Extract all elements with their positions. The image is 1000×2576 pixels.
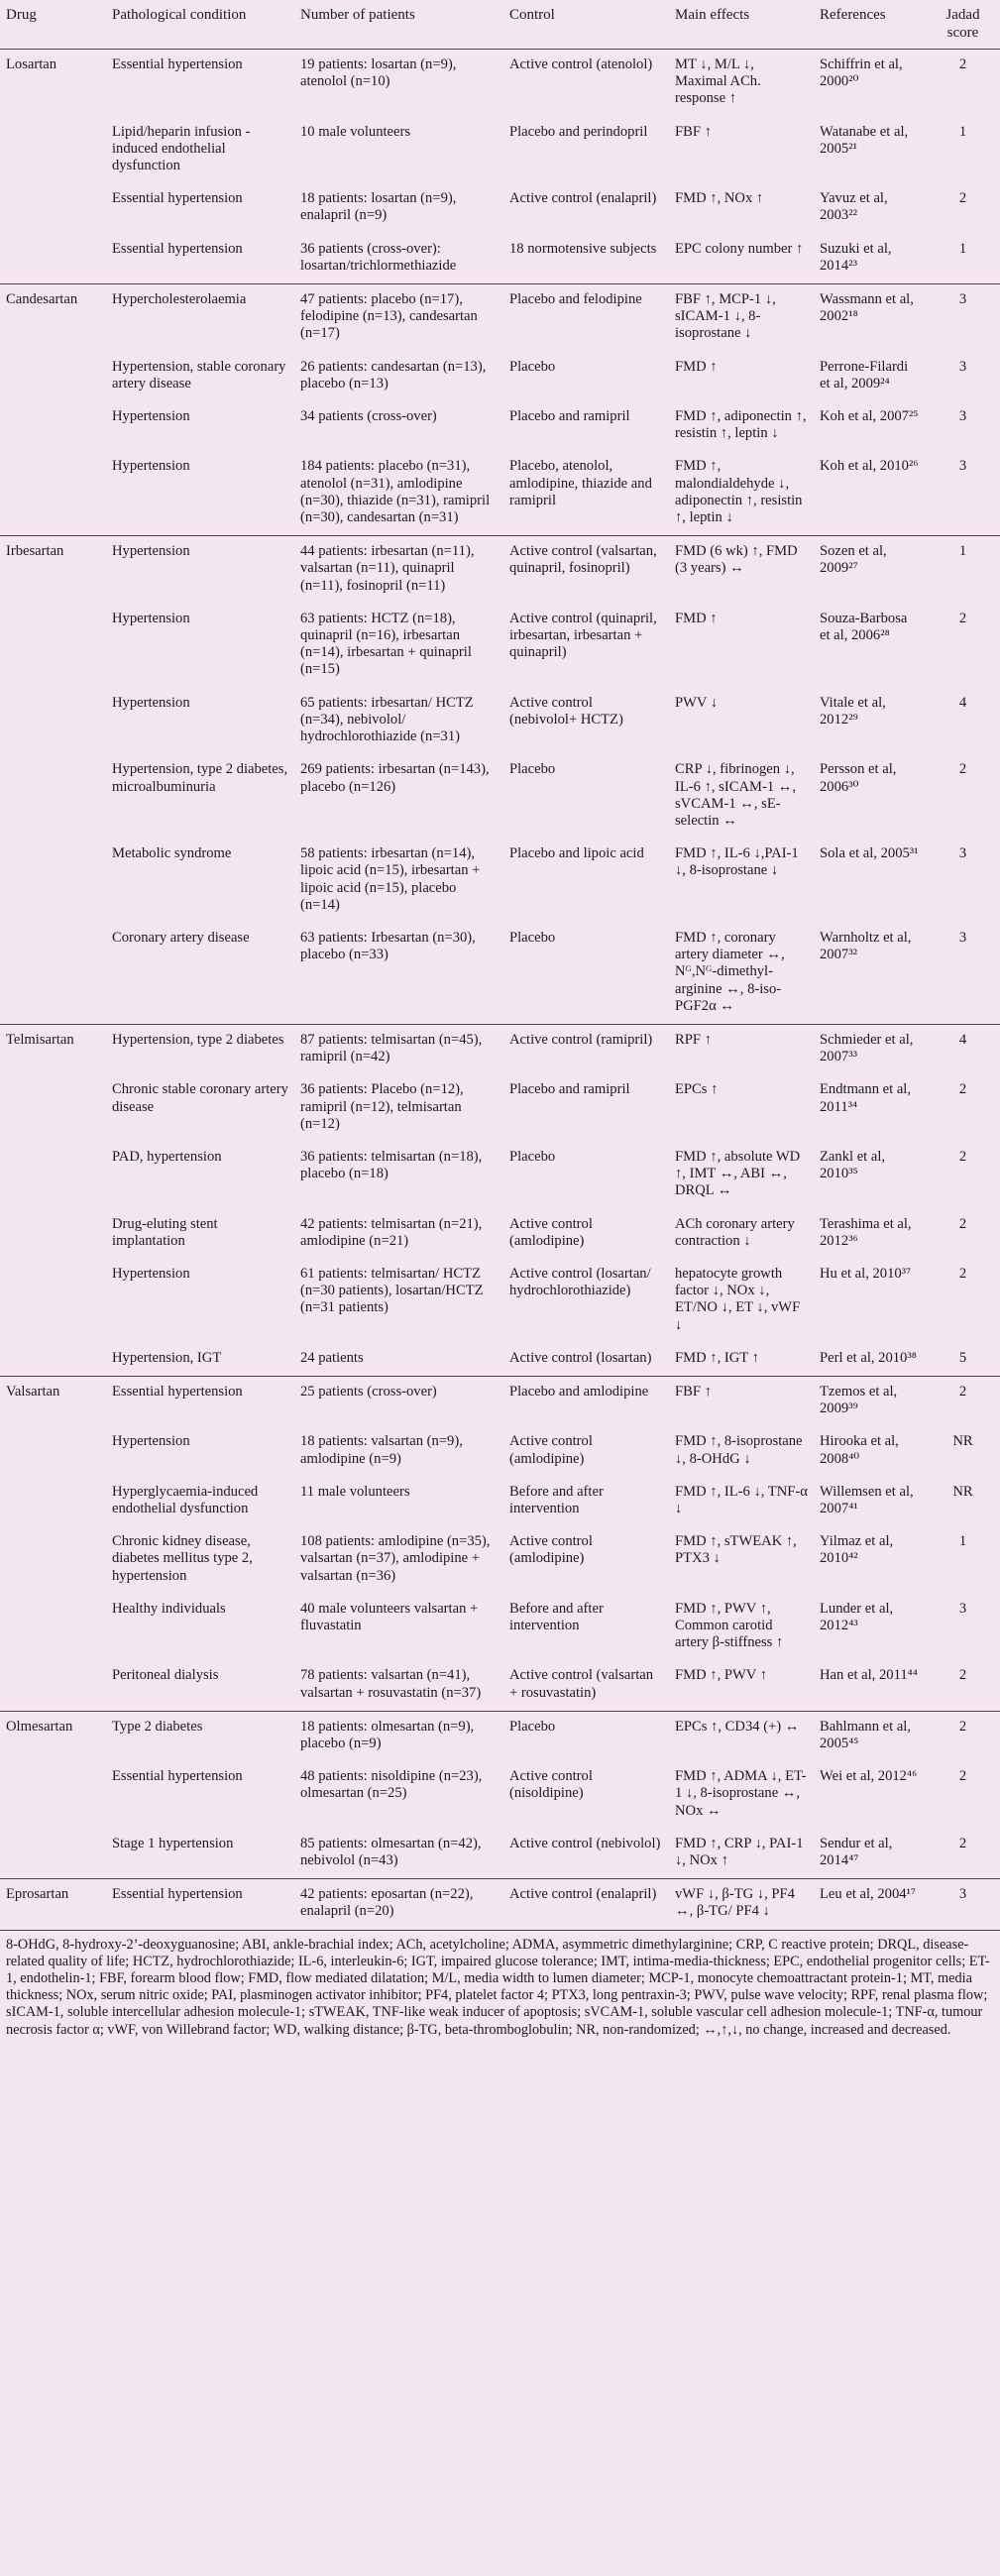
cell-patients: 58 patients: irbesartan (n=14), lipoic acid (n=15), irbesartan + lipoic acid (n=15), placebo (n=14) [300, 845, 481, 913]
cell-references: Wassmann et al, 2002¹⁸ [814, 284, 926, 352]
cell-effects: FMD ↑, adiponectin ↑, resistin ↑, leptin ↓ [675, 408, 807, 442]
cell-control: Active control (valsartan + rosuvastatin) [509, 1667, 654, 1701]
cell-effects: EPCs ↑ [675, 1081, 719, 1098]
cell-patients: 269 patients: irbesartan (n=143), placebo (n=126) [300, 761, 490, 795]
cell-control: Active control (nisoldipine) [509, 1768, 593, 1802]
cell-effects: FMD ↑, ADMA ↓, ET-1 ↓, 8-isoprostane ↔, NOx ↔ [675, 1768, 807, 1819]
cell-effects: FMD ↑, CRP ↓, PAI-1 ↓, NOx ↑ [675, 1835, 804, 1869]
cell-jadad: 3 [958, 1600, 967, 1617]
cell-drug: Valsartan [0, 1376, 106, 1426]
cell-control: Placebo and perindopril [509, 123, 648, 140]
table-row [0, 1594, 1000, 1661]
cell-condition: Essential hypertension [106, 1879, 294, 1930]
cell-condition: Essential hypertension [112, 56, 243, 72]
cell-drug: Irbesartan [0, 536, 106, 604]
cell-patients: 184 patients: placebo (n=31), atenolol (n=31), amlodipine (n=30), thiazide (n=31), ramipril (n=30), candesartan (n=31) [300, 458, 491, 526]
cell-drug [0, 117, 106, 184]
cell-references: Persson et al, 2006³⁰ [820, 761, 897, 795]
cell-effects: EPC colony number ↑ [675, 240, 804, 257]
table-row [0, 1343, 1000, 1377]
cell-patients: 19 patients: losartan (n=9), atenolol (n=10) [300, 56, 457, 90]
header-patients: Number of patients [294, 0, 503, 50]
cell-patients: 40 male volunteers valsartan + fluvastatin [300, 1600, 479, 1634]
table-row [0, 401, 1000, 451]
cell-patients: 18 patients: losartan (n=9), enalapril (n=9) [300, 190, 457, 224]
table-row [0, 1526, 1000, 1594]
cell-patients: 25 patients (cross-over) [294, 1376, 503, 1426]
cell-patients: 18 patients: valsartan (n=9), amlodipine (n=9) [300, 1433, 463, 1467]
cell-condition: Type 2 diabetes [106, 1711, 294, 1761]
cell-patients: 63 patients: Irbesartan (n=30), placebo (n=33) [300, 929, 476, 963]
cell-condition: Essential hypertension [112, 190, 243, 207]
cell-control: Active control (amlodipine) [509, 1215, 593, 1249]
cell-drug [0, 688, 106, 755]
cell-patients: 65 patients: irbesartan/ HCTZ (n=34), nebivolol/ hydrochlorothiazide (n=31) [300, 694, 474, 745]
table-row [0, 1259, 1000, 1343]
cell-control: Active control (nebivolol) [509, 1835, 661, 1851]
cell-jadad: 2 [958, 190, 967, 207]
table-row [0, 1829, 1000, 1879]
cell-condition: Lipid/heparin infusion - induced endothelial dysfunction [112, 123, 251, 174]
cell-patients: 42 patients: eposartan (n=22), enalapril (n=20) [294, 1879, 503, 1930]
cell-jadad: 1 [958, 1533, 967, 1550]
cell-jadad: 2 [926, 1711, 1000, 1761]
table-row [0, 1376, 1000, 1426]
table-row [0, 1477, 1000, 1526]
cell-jadad: 2 [958, 1667, 967, 1684]
cell-patients: 44 patients: irbesartan (n=11), valsartan (n=11), quinapril (n=11), fosinopril (n=11) [294, 536, 503, 604]
table-row [0, 1209, 1000, 1259]
cell-drug [0, 1209, 106, 1259]
table-row [0, 923, 1000, 1025]
cell-condition: Chronic kidney disease, diabetes mellitus type 2, hypertension [112, 1533, 253, 1584]
cell-condition: Essential hypertension [106, 1376, 294, 1426]
cell-condition: Hypertension [106, 536, 294, 604]
header-jadad: Jadad score [926, 0, 1000, 50]
cell-references: Lunder et al, 2012⁴³ [820, 1600, 894, 1634]
cell-drug [0, 1660, 106, 1711]
cell-control: 18 normotensive subjects [509, 240, 657, 257]
cell-drug [0, 1477, 106, 1526]
cell-control: Active control (enalapril) [503, 1879, 669, 1930]
cell-jadad: 3 [958, 458, 967, 475]
cell-references: Han et al, 2011⁴⁴ [820, 1667, 918, 1684]
table-row [0, 352, 1000, 401]
table-header [0, 0, 1000, 50]
cell-control: Placebo [509, 358, 556, 375]
cell-effects: FMD ↑, PWV ↑, Common carotid artery β-stiffness ↑ [675, 1600, 784, 1651]
cell-drug [0, 1426, 106, 1476]
cell-effects: FMD ↑, 8-isoprostane ↓, 8-OHdG ↓ [675, 1433, 803, 1467]
cell-control: Placebo [509, 1148, 556, 1165]
cell-drug [0, 451, 106, 535]
cell-jadad: 5 [958, 1349, 967, 1366]
cell-jadad: 1 [926, 536, 1000, 604]
cell-patients: 42 patients: telmisartan (n=21), amlodipine (n=21) [300, 1215, 483, 1249]
cell-effects: FBF ↑ [669, 1376, 814, 1426]
cell-control: Placebo and lipoic acid [509, 845, 644, 862]
cell-drug: Eprosartan [0, 1879, 106, 1930]
cell-jadad: 3 [958, 929, 967, 946]
cell-patients: 24 patients [300, 1349, 364, 1366]
cell-patients: 63 patients: HCTZ (n=18), quinapril (n=16), irbesartan (n=14), irbesartan + quinapril (n=15) [300, 610, 472, 678]
cell-jadad: 2 [958, 1148, 967, 1165]
cell-patients: 26 patients: candesartan (n=13), placebo (n=13) [300, 358, 487, 392]
cell-drug: Olmesartan [0, 1711, 106, 1761]
cell-control: Active control (atenolol) [509, 56, 653, 72]
cell-jadad: 2 [958, 1768, 967, 1785]
cell-control: Placebo [509, 761, 556, 778]
table-row [0, 1074, 1000, 1142]
cell-control: Active control (quinapril, irbesartan, irbesartan + quinapril) [509, 610, 657, 661]
cell-references: Schmieder et al, 2007³³ [814, 1024, 926, 1074]
cell-patients: 10 male volunteers [300, 123, 411, 140]
cell-jadad: 2 [958, 1081, 967, 1098]
cell-references: Warnholtz et al, 2007³² [820, 929, 912, 963]
cell-jadad: NR [952, 1433, 973, 1450]
cell-references: Schiffrin et al, 2000²⁰ [820, 56, 903, 90]
cell-control: Active control (ramipril) [503, 1024, 669, 1074]
cell-patients: 48 patients: nisoldipine (n=23), olmesartan (n=25) [300, 1768, 483, 1802]
cell-jadad: 2 [958, 56, 967, 72]
cell-condition: Coronary artery disease [112, 929, 250, 946]
table-row [0, 1711, 1000, 1761]
abbreviations-footnote: 8-OHdG, 8-hydroxy-2’-deoxyguanosine; ABI, ankle-brachial index; ACh, acetylcholine; ADMA, asymmetric dimethylarginine; CRP, C reactive protein; DRQL, disease-related quality of life; HCTZ, hydrochlorothiazide; IL-6, interleukin-6; IGT, impaired glucose tolerance; IMT, intima-media-thickness; EPC, endothelial progenitor cells; ET-1, endothelin-1; FBF, forearm blood flow; FMD, flow mediated dilatation; M/L, media width to lumen diameter; MCP-1, monocyte chemoattractant protein-1; MT, media thickness; NOx, serum nitric oxide; PAI, plasminogen activator inhibitor; PF4, platelet factor 4; PTX3, long pentraxin-3; PWV, pulse wave velocity; RPF, renal plasma flow; sICAM-1, soluble intercellular adhesion molecule-1; sTWEAK, TNF-like weak inducer of apoptosis; sVCAM-1, soluble vascular cell adhesion molecule-1; TNF-α, tumour necrosis factor α; vWF, von Willebrand factor; WD, walking distance; β-TG, beta-thromboglobulin; NR, non-randomized; ↔,↑,↓, no change, increased and decreased. [6, 1936, 990, 2038]
cell-patients: 78 patients: valsartan (n=41), valsartan + rosuvastatin (n=37) [300, 1667, 482, 1701]
cell-condition: Essential hypertension [112, 1768, 243, 1785]
cell-references: Sendur et al, 2014⁴⁷ [820, 1835, 893, 1869]
cell-patients: 34 patients (cross-over) [300, 408, 437, 425]
cell-drug [0, 923, 106, 1025]
cell-drug [0, 839, 106, 923]
cell-references: Wei et al, 2012⁴⁶ [820, 1768, 918, 1785]
cell-references: Suzuki et al, 2014²³ [820, 240, 892, 274]
cell-condition: Hypertension, IGT [112, 1349, 222, 1366]
cell-references: Leu et al, 2004¹⁷ [814, 1879, 926, 1930]
cell-effects: vWF ↓, β-TG ↓, PF4 ↔, β-TG/ PF4 ↓ [669, 1879, 814, 1930]
cell-control: Active control (losartan) [509, 1349, 652, 1366]
cell-drug [0, 183, 106, 233]
header-effects: Main effects [669, 0, 814, 50]
table-row [0, 1426, 1000, 1476]
cell-references: Willemsen et al, 2007⁴¹ [820, 1483, 914, 1516]
cell-control: Before and after intervention [509, 1483, 604, 1516]
cell-drug: Losartan [6, 56, 57, 72]
cell-effects: FMD ↑ [675, 358, 718, 375]
cell-control: Placebo and amlodipine [503, 1376, 669, 1426]
cell-effects: FMD ↑, IL-6 ↓, TNF-α ↓ [675, 1483, 808, 1516]
cell-condition: Hypertension, type 2 diabetes, microalbuminuria [112, 761, 288, 795]
cell-control: Placebo and ramipril [509, 1081, 630, 1098]
table-row [0, 1761, 1000, 1829]
cell-references: Endtmann et al, 2011³⁴ [820, 1081, 911, 1115]
cell-patients: 61 patients: telmisartan/ HCTZ (n=30 patients), losartan/HCTZ (n=31 patients) [300, 1265, 484, 1316]
cell-drug [0, 1343, 106, 1377]
cell-jadad: 3 [958, 408, 967, 425]
cell-jadad: 3 [958, 358, 967, 375]
cell-condition: Hyperglycaemia-induced endothelial dysfunction [112, 1483, 259, 1516]
cell-drug [0, 1142, 106, 1209]
cell-patients: 11 male volunteers [300, 1483, 410, 1500]
cell-jadad: 2 [926, 1376, 1000, 1426]
cell-drug [0, 1526, 106, 1594]
cell-drug [0, 754, 106, 839]
cell-control: Placebo [503, 1711, 669, 1761]
cell-effects: FMD ↑, sTWEAK ↑, PTX3 ↓ [675, 1533, 797, 1567]
cell-condition: Metabolic syndrome [112, 845, 232, 862]
cell-references: Bahlmann et al, 2005⁴⁵ [814, 1711, 926, 1761]
cell-condition: Peritoneal dialysis [112, 1667, 219, 1684]
cell-effects: FMD ↑, malondialdehyde ↓, adiponectin ↑, resistin ↑, leptin ↓ [675, 458, 803, 526]
cell-effects: RPF ↑ [669, 1024, 814, 1074]
table-row [0, 117, 1000, 184]
cell-references: Souza-Barbosa et al, 2006²⁸ [820, 610, 908, 644]
cell-effects: FMD ↑, NOx ↑ [675, 190, 764, 207]
cell-references: Sozen et al, 2009²⁷ [814, 536, 926, 604]
table-row [0, 604, 1000, 688]
cell-references: Koh et al, 2007²⁵ [820, 408, 919, 425]
cell-jadad: NR [952, 1483, 973, 1500]
cell-jadad: 2 [958, 1265, 967, 1282]
table-body [0, 50, 1000, 1931]
cell-jadad: 2 [958, 761, 967, 778]
cell-condition: Hypertension [112, 1433, 190, 1450]
cell-condition: Hypertension [112, 694, 190, 711]
cell-control: Active control (amlodipine) [509, 1433, 593, 1467]
cell-references: Hirooka et al, 2008⁴⁰ [820, 1433, 899, 1467]
cell-control: Active control (amlodipine) [509, 1533, 593, 1567]
cell-drug: Telmisartan [0, 1024, 106, 1074]
cell-control: Placebo, atenolol, amlodipine, thiazide and ramipril [509, 458, 652, 508]
header-control: Control [503, 0, 669, 50]
table-row [0, 234, 1000, 284]
table-row [0, 536, 1000, 604]
cell-effects: FBF ↑, MCP-1 ↓, sICAM-1 ↓, 8-isoprostane ↓ [669, 284, 814, 352]
cell-references: Yilmaz et al, 2010⁴² [820, 1533, 894, 1567]
cell-effects: FMD ↑, absolute WD ↑, IMT ↔, ABI ↔, DRQL ↔ [675, 1148, 801, 1199]
cell-jadad: 1 [958, 123, 967, 140]
cell-condition: Drug-eluting stent implantation [112, 1215, 218, 1249]
cell-condition: Stage 1 hypertension [112, 1835, 234, 1851]
table-row [0, 839, 1000, 923]
cell-effects: ACh coronary artery contraction ↓ [675, 1215, 795, 1249]
cell-patients: 47 patients: placebo (n=17), felodipine (n=13), candesartan (n=17) [294, 284, 503, 352]
cell-control: Active control (valsartan, quinapril, fosinopril) [503, 536, 669, 604]
cell-patients: 36 patients: Placebo (n=12), ramipril (n=12), telmisartan (n=12) [300, 1081, 464, 1132]
cell-references: Tzemos et al, 2009³⁹ [814, 1376, 926, 1426]
cell-jadad: 2 [958, 1835, 967, 1851]
cell-drug [0, 604, 106, 688]
table-row [0, 451, 1000, 535]
table-row [0, 284, 1000, 352]
table-row [0, 1142, 1000, 1209]
cell-drug [0, 1761, 106, 1829]
cell-effects: FMD ↑, IGT ↑ [675, 1349, 759, 1366]
cell-effects: hepatocyte growth factor ↓, NOx ↓, ET/NO ↓, ET ↓, vWF ↓ [675, 1265, 801, 1333]
cell-patients: 85 patients: olmesartan (n=42), nebivolol (n=43) [300, 1835, 482, 1869]
cell-effects: PWV ↓ [675, 694, 719, 711]
cell-condition: Chronic stable coronary artery disease [112, 1081, 288, 1115]
cell-patients: 36 patients (cross-over): losartan/trichlormethiazide [300, 240, 457, 274]
header-drug: Drug [0, 0, 106, 50]
cell-control: Placebo [509, 929, 556, 946]
cell-references: Perrone-Filardi et al, 2009²⁴ [820, 358, 909, 392]
table-row [0, 1024, 1000, 1074]
cell-drug [0, 1074, 106, 1142]
cell-patients: 36 patients: telmisartan (n=18), placebo (n=18) [300, 1148, 483, 1182]
cell-jadad: 3 [926, 284, 1000, 352]
cell-references: Hu et al, 2010³⁷ [820, 1265, 912, 1282]
cell-jadad: 3 [958, 845, 967, 862]
cell-condition: Hypertension, stable coronary artery disease [112, 358, 286, 392]
cell-effects: EPCs ↑, CD34 (+) ↔ [669, 1711, 814, 1761]
cell-references: Terashima et al, 2012³⁶ [820, 1215, 912, 1249]
cell-control: Active control (losartan/ hydrochlorothiazide) [509, 1265, 651, 1299]
table-row [0, 183, 1000, 233]
cell-condition: Essential hypertension [112, 240, 243, 257]
cell-condition: Hypertension [112, 1265, 190, 1282]
cell-condition: Healthy individuals [112, 1600, 226, 1617]
cell-effects: MT ↓, M/L ↓, Maximal ACh. response ↑ [675, 56, 761, 107]
table-row [0, 688, 1000, 755]
cell-references: Vitale et al, 2012²⁹ [820, 694, 886, 728]
cell-jadad: 2 [958, 1215, 967, 1232]
cell-effects: FMD ↑ [675, 610, 718, 626]
table-row [0, 1660, 1000, 1711]
table-row [0, 50, 1000, 117]
cell-condition: PAD, hypertension [112, 1148, 222, 1165]
cell-references: Koh et al, 2010²⁶ [820, 458, 919, 475]
cell-control: Active control (nebivolol+ HCTZ) [509, 694, 623, 728]
cell-patients: 87 patients: telmisartan (n=45), ramipril (n=42) [294, 1024, 503, 1074]
cell-references: Watanabe et al, 2005²¹ [820, 123, 909, 157]
cell-jadad: 4 [958, 694, 967, 711]
cell-condition: Hypertension, type 2 diabetes [106, 1024, 294, 1074]
cell-patients: 108 patients: amlodipine (n=35), valsartan (n=37), amlodipine + valsartan (n=36) [300, 1533, 491, 1584]
table-row [0, 1879, 1000, 1930]
cell-effects: FMD ↑, IL-6 ↓,PAI-1 ↓, 8-isoprostane ↓ [675, 845, 799, 879]
cell-condition: Hypertension [112, 408, 190, 425]
header-condition: Pathological condition [106, 0, 294, 50]
cell-condition: Hypercholesterolaemia [106, 284, 294, 352]
cell-effects: FMD ↑, coronary artery diameter ↔, Nᴳ,Nᴳ-dimethyl-arginine ↔, 8-iso-PGF2α ↔ [675, 929, 785, 1014]
cell-jadad: 3 [926, 1879, 1000, 1930]
cell-references: Zankl et al, 2010³⁵ [820, 1148, 886, 1182]
cell-control: Placebo and felodipine [503, 284, 669, 352]
cell-effects: CRP ↓, fibrinogen ↓, IL-6 ↑, sICAM-1 ↔, sVCAM-1 ↔, sE-selectin ↔ [675, 761, 797, 829]
cell-control: Placebo and ramipril [509, 408, 630, 425]
cell-references: Yavuz et al, 2003²² [820, 190, 888, 224]
cell-effects: FMD (6 wk) ↑, FMD (3 years) ↔ [669, 536, 814, 604]
cell-drug [0, 401, 106, 451]
cell-drug [0, 1829, 106, 1879]
header-references: References [814, 0, 926, 50]
cell-references: Sola et al, 2005³¹ [820, 845, 919, 862]
cell-drug [0, 352, 106, 401]
cell-control: Before and after intervention [509, 1600, 604, 1634]
cell-condition: Hypertension [112, 610, 190, 626]
cell-patients: 18 patients: olmesartan (n=9), placebo (n=9) [294, 1711, 503, 1761]
cell-drug: Candesartan [0, 284, 106, 352]
cell-references: Perl et al, 2010³⁸ [820, 1349, 917, 1366]
cell-drug [0, 1594, 106, 1661]
table-row [0, 754, 1000, 839]
cell-control: Active control (enalapril) [509, 190, 657, 207]
cell-drug [0, 234, 106, 284]
cell-jadad: 2 [958, 610, 967, 626]
cell-condition: Hypertension [112, 458, 190, 475]
cell-jadad: 1 [958, 240, 967, 257]
cell-drug [0, 1259, 106, 1343]
cell-effects: FBF ↑ [675, 123, 712, 140]
cell-jadad: 4 [926, 1024, 1000, 1074]
cell-effects: FMD ↑, PWV ↑ [675, 1667, 767, 1684]
